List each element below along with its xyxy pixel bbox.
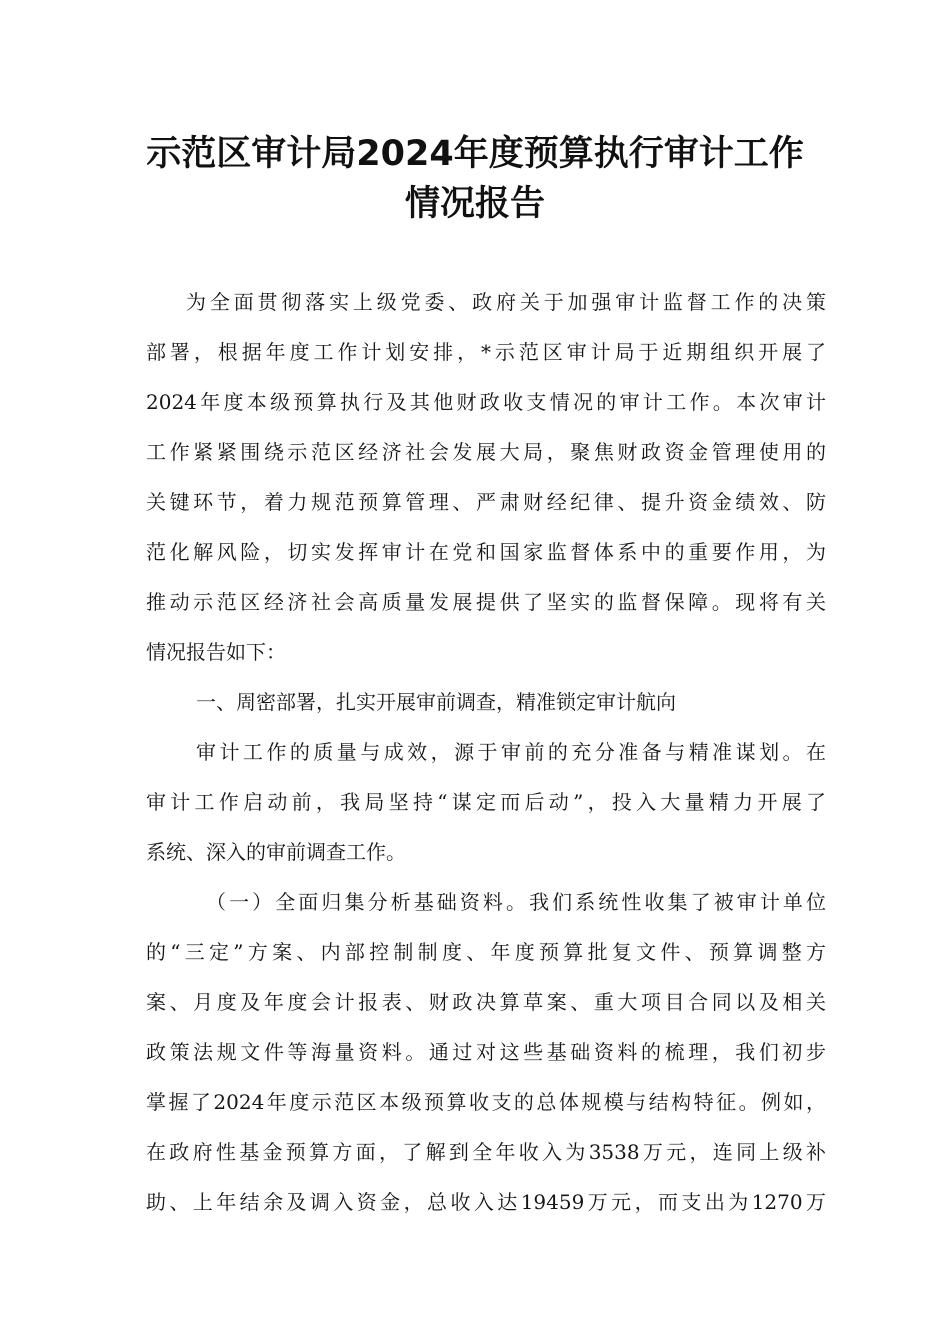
paragraph-line: 助、上年结余及调入资金，总收入达19459万元，而支出为1270万: [146, 1190, 826, 1214]
paragraph-line: 部署，根据年度工作计划安排，*示范区审计局于近期组织开展了: [146, 340, 826, 364]
paragraph-line: 案、月度及年度会计报表、财政决算草案、重大项目合同以及相关: [146, 990, 826, 1014]
paragraph-line: 审计工作的质量与成效，源于审前的充分准备与精准谋划。在: [196, 740, 826, 764]
paragraph-line: 范化解风险，切实发挥审计在党和国家监督体系中的重要作用，为: [146, 540, 826, 564]
paragraph-line: 2024年度本级预算执行及其他财政收支情况的审计工作。本次审计: [146, 390, 826, 414]
paragraph-line: 政策法规文件等海量资料。通过对这些基础资料的梳理，我们初步: [146, 1040, 826, 1064]
paragraph-line: 系统、深入的审前调查工作。: [146, 840, 406, 864]
paragraph-line: 审计工作启动前，我局坚持“谋定而后动”，投入大量精力开展了: [146, 790, 826, 814]
section-heading: 一、周密部署，扎实开展审前调查，精准锁定审计航向: [196, 690, 676, 714]
paragraph-line: 工作紧紧围绕示范区经济社会发展大局，聚焦财政资金管理使用的: [146, 440, 826, 464]
document-title-line-1: 示范区审计局2024年度预算执行审计工作: [146, 134, 804, 174]
paragraph-line: 推动示范区经济社会高质量发展提供了坚实的监督保障。现将有关: [146, 590, 826, 614]
document-title-line-2: 情况报告: [404, 184, 545, 224]
paragraph-line: （一）全面归集分析基础资料。我们系统性收集了被审计单位: [206, 890, 826, 914]
paragraph-line: 在政府性基金预算方面，了解到全年收入为3538万元，连同上级补: [146, 1140, 826, 1164]
paragraph-line: 的“三定”方案、内部控制制度、年度预算批复文件、预算调整方: [146, 940, 826, 964]
paragraph-line: 为全面贯彻落实上级党委、政府关于加强审计监督工作的决策: [186, 290, 826, 314]
paragraph-line: 掌握了2024年度示范区本级预算收支的总体规模与结构特征。例如，: [146, 1090, 826, 1114]
paragraph-line: 情况报告如下：: [146, 640, 286, 664]
paragraph-line: 关键环节，着力规范预算管理、严肃财经纪律、提升资金绩效、防: [146, 490, 826, 514]
